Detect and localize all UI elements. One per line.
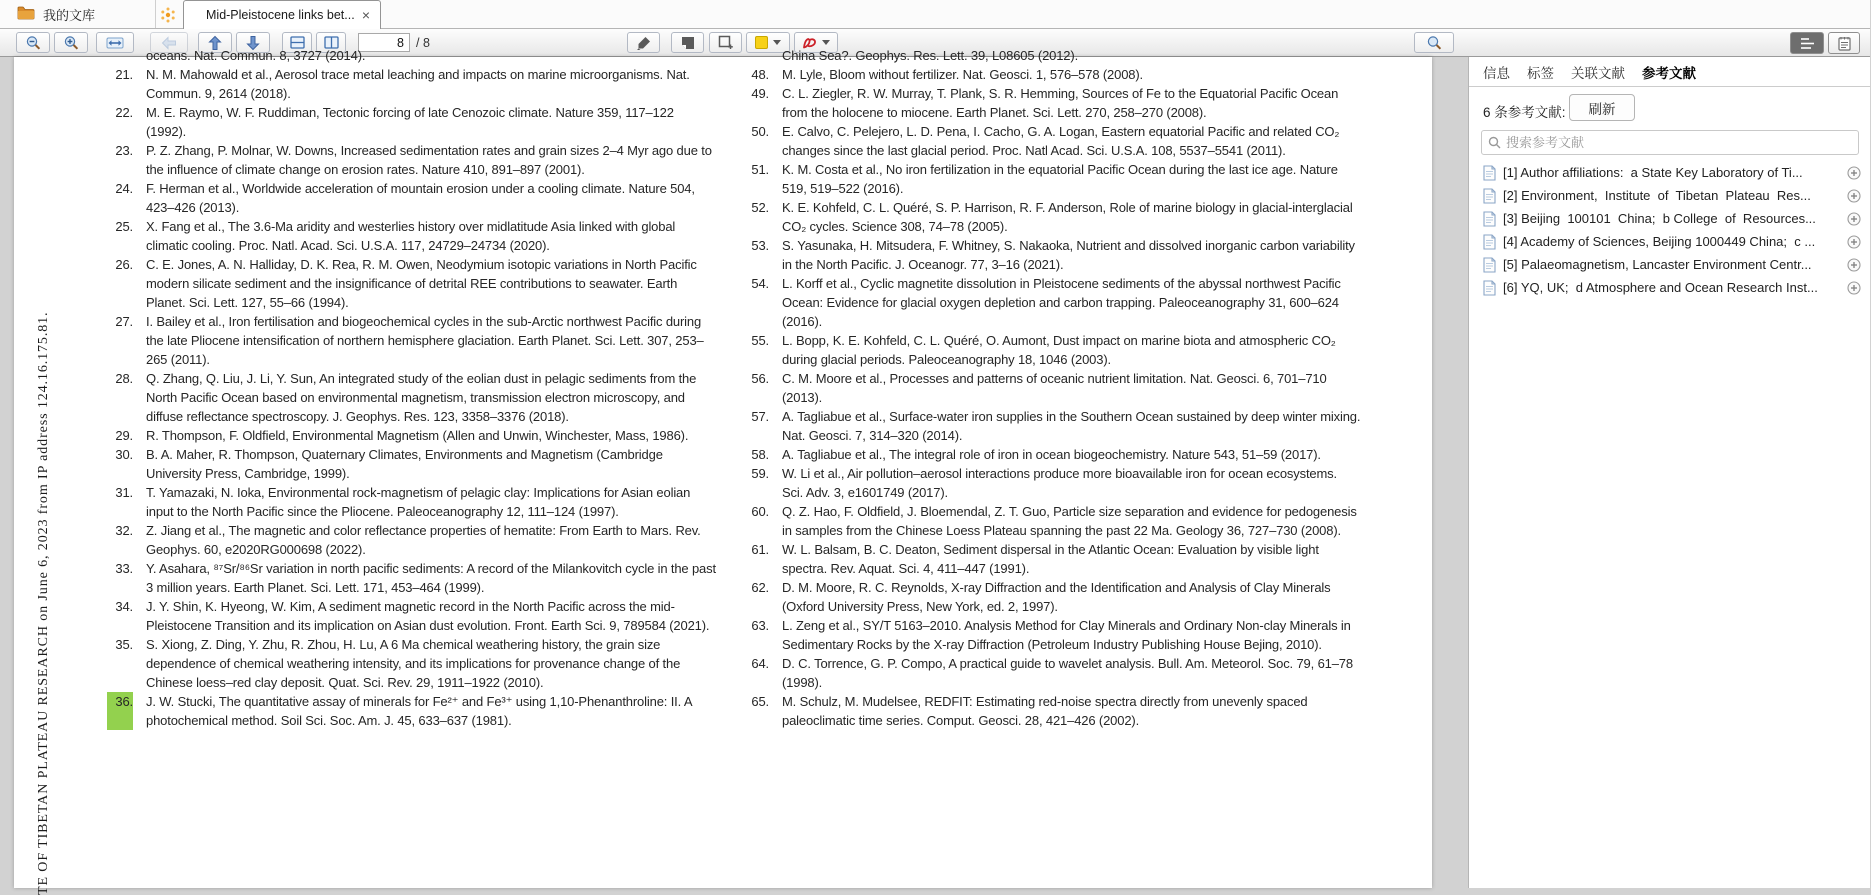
pdf-page <box>14 48 1432 895</box>
reference-item <box>107 597 717 635</box>
reference-item <box>743 464 1361 502</box>
reference-list-item[interactable] <box>1469 161 1871 184</box>
refresh-button[interactable]: 刷新 <box>1569 94 1635 121</box>
reference-text: C. L. Ziegler, R. W. Murray, T. Plank, S. R. Hemming, Sources of Fe to the Equatorial Pacific Ocean from the holocene to miocene. Earth Planet. Sci. Lett. 270, 258–270 (2008). <box>782 86 1339 120</box>
reference-text: S. Yasunaka, H. Mitsudera, F. Whitney, S. Nakaoka, Nutrient and dissolved inorganic carbon variability in the North Pacific. J. Oceanogr. 77, 3–16 (2021). <box>782 238 1355 272</box>
reference-text: Y. Asahara, ⁸⁷Sr/⁸⁶Sr variation in north pacific sediments: A record of the Milankovitch cycle in the past 3 million years. Earth Planet. Sci. Lett. 171, 453–464 (1999). <box>146 561 716 595</box>
reference-list-item-label: [5] Palaeomagnetism, Lancaster Environment Centr... <box>1503 257 1812 272</box>
reference-item <box>107 635 717 692</box>
reference-number: 62. <box>751 580 769 595</box>
reference-text: P. Z. Zhang, P. Molnar, W. Downs, Increased sedimentation rates and grain sizes 2–4 Myr ago due to the influence of climate change on erosion rates. Nature 410, 891–897 (2001). <box>146 143 712 177</box>
references-column-left <box>107 48 717 730</box>
close-tab-icon[interactable]: × <box>361 7 370 23</box>
reference-number: 24. <box>115 181 133 196</box>
add-reference-button[interactable] <box>1847 281 1861 295</box>
reference-list-item-label: [4] Academy of Sciences, Beijing 1000449 China; c ... <box>1503 234 1816 249</box>
reference-item <box>107 483 717 521</box>
reference-item <box>107 217 717 255</box>
reference-item <box>107 179 717 217</box>
reference-item <box>743 692 1361 730</box>
download-watermark: TE OF TIBETAN PLATEAU RESEARCH on June 6, 2023 from IP address 124.16.175.81. <box>36 311 51 895</box>
reference-number: 60. <box>751 504 769 519</box>
notes-panel-toggle[interactable] <box>1828 32 1860 54</box>
references-column-right <box>743 48 1361 730</box>
reference-item <box>107 521 717 559</box>
notepad-icon <box>1838 36 1851 51</box>
reference-text: K. M. Costa et al., No iron fertilization in the equatorial Pacific Ocean during the last ice age. Nature 519, 519–522 (2016). <box>782 162 1338 196</box>
tab-tags[interactable]: 标签 <box>1527 65 1554 81</box>
document-icon <box>1483 211 1496 227</box>
reference-number: 56. <box>751 371 769 386</box>
reference-item <box>743 236 1361 274</box>
reference-text: L. Zeng et al., SY/T 5163–2010. Analysis Method for Clay Minerals and Ordinary Non-clay Minerals in Sedimentary Rocks by the X-ray Diffraction (Petroleum Industry Publishing House Bejing, 2010). <box>782 618 1351 652</box>
reference-item <box>107 445 717 483</box>
reference-number: 27. <box>115 314 133 329</box>
reference-item <box>743 274 1361 331</box>
add-reference-button[interactable] <box>1847 235 1861 249</box>
reference-text: F. Herman et al., Worldwide acceleration of mountain erosion under a cooling climate. Nature 504, 423–426 (2013). <box>146 181 695 215</box>
reference-list-item[interactable] <box>1469 276 1871 299</box>
reference-item <box>743 616 1361 654</box>
reference-text: L. Bopp, K. E. Kohfeld, C. L. Quéré, O. Aumont, Dust impact on marine biota and atmospheric CO₂ during glacial periods. Paleoceanography 18, 1046 (2003). <box>782 333 1336 367</box>
color-swatch-yellow <box>755 36 768 49</box>
tab-bar <box>0 0 1870 29</box>
reference-list-item[interactable] <box>1469 230 1871 253</box>
reference-number: 52. <box>751 200 769 215</box>
add-reference-button[interactable] <box>1847 189 1861 203</box>
reference-item <box>107 692 717 730</box>
reference-number: 33. <box>115 561 133 576</box>
document-tab[interactable] <box>183 0 381 29</box>
annotations-panel-toggle[interactable] <box>1790 32 1824 54</box>
reference-item <box>743 502 1361 540</box>
reference-number: 65. <box>751 694 769 709</box>
reference-text: Q. Zhang, Q. Liu, J. Li, Y. Sun, An integrated study of the eolian dust in pelagic sediments from the North Pacific Ocean based on environmental magnetism, transmission electron microscopy, and diffuse reflectance spectroscopy. J. Geophys. Res. 123, 3358–3376 (2018). <box>146 371 697 424</box>
reference-item <box>743 198 1361 236</box>
zoom-out-button[interactable] <box>16 32 50 53</box>
add-reference-icon <box>1847 235 1861 249</box>
reference-text: D. C. Torrence, G. P. Compo, A practical guide to wavelet analysis. Bull. Am. Meteorol. Soc. 79, 61–78 (1998). <box>782 656 1353 690</box>
chevron-down-icon <box>773 40 781 45</box>
folder-icon <box>17 6 35 23</box>
reference-number: 21. <box>115 67 133 82</box>
add-reference-icon <box>1847 258 1861 272</box>
reference-number-highlighted[interactable]: 36. <box>107 692 133 730</box>
clipped-line: China Sea?. Geophys. Res. Lett. 39, L08605 (2012). <box>782 48 1079 63</box>
reference-number: 34. <box>115 599 133 614</box>
reference-number: 58. <box>751 447 769 462</box>
reference-text: N. M. Mahowald et al., Aerosol trace metal leaching and impacts on marine microorganisms. Nat. Commun. 9, 2614 (2018). <box>146 67 690 101</box>
reference-text: W. Li et al., Air pollution–aerosol interactions produce more bioavailable iron for ocean ecosystems. Sci. Adv. 3, e1601749 (2017). <box>782 466 1337 500</box>
reference-number: 26. <box>115 257 133 272</box>
tab-references[interactable]: 参考文献 <box>1642 65 1696 81</box>
reference-text: R. Thompson, F. Oldfield, Environmental Magnetism (Allen and Unwin, Winchester, Mass, 1986). <box>146 428 689 443</box>
reference-number: 57. <box>751 409 769 424</box>
reference-item <box>743 65 1361 84</box>
add-reference-button[interactable] <box>1847 258 1861 272</box>
reference-text: M. Lyle, Bloom without fertilizer. Nat. Geosci. 1, 576–578 (2008). <box>782 67 1144 82</box>
document-icon <box>1483 280 1496 296</box>
reference-item <box>743 122 1361 160</box>
reference-text: M. Schulz, M. Mudelsee, REDFIT: Estimating red-noise spectra directly from unevenly spaced paleoclimatic time series. Comput. Geosci. 28, 421–426 (2002). <box>782 694 1308 728</box>
reference-number: 63. <box>751 618 769 633</box>
add-reference-button[interactable] <box>1847 166 1861 180</box>
reference-item <box>743 407 1361 445</box>
search-icon <box>1488 136 1501 149</box>
page-total-label: / 8 <box>416 36 430 50</box>
document-tab-title: Mid-Pleistocene links bet... <box>206 8 355 22</box>
reference-text: S. Xiong, Z. Ding, Y. Zhu, R. Zhou, H. Lu, A 6 Ma chemical weathering history, the grain size dependence of chemical weathering intensity, and its implications for provenance change of the Chinese loess–red clay deposit. Quat. Sci. Rev. 29, 1911–1922 (2010). <box>146 637 681 690</box>
reference-text: B. A. Maher, R. Thompson, Quaternary Climates, Environments and Magnetism (Cambridge University Press, Cambridge, 1999). <box>146 447 663 481</box>
reference-item <box>743 578 1361 616</box>
reference-text: W. L. Balsam, B. C. Deaton, Sediment dispersal in the Atlantic Ocean: Evaluation by visible light spectra. Rev. Aquat. Sci. 4, 411–447 (1991). <box>782 542 1319 576</box>
annotation-list-icon <box>1800 37 1815 50</box>
reference-number: 22. <box>115 105 133 120</box>
reference-item <box>743 84 1361 122</box>
reference-number: 59. <box>751 466 769 481</box>
sidebar-tab-bar <box>1469 57 1870 87</box>
reference-text: Q. Z. Hao, F. Oldfield, J. Bloemendal, Z. T. Guo, Particle size separation and evidence for pedogenesis in samples from the Chinese Loess Plateau spanning the past 22 Ma. Geology 36, 727–730 (2008). <box>782 504 1357 538</box>
add-reference-icon <box>1847 189 1861 203</box>
library-tab-label: 我的文库 <box>43 7 96 23</box>
reference-text: Z. Jiang et al., The magnetic and color reflectance properties of hematite: From Earth to Mars. Rev. Geophys. 60, e2020RG000698 (2022). <box>146 523 701 557</box>
fit-width-button[interactable] <box>96 32 134 53</box>
reference-text: D. M. Moore, R. C. Reynolds, X-ray Diffraction and the Identification and Analysis of Clay Minerals (Oxford University Press, New York, ed. 2, 1997). <box>782 580 1331 614</box>
reference-text: C. M. Moore et al., Processes and patterns of oceanic nutrient limitation. Nat. Geosci. 6, 701–710 (2013). <box>782 371 1327 405</box>
add-reference-icon <box>1847 166 1861 180</box>
reference-text: I. Bailey et al., Iron fertilisation and biogeochemical cycles in the sub-Arctic northwest Pacific during the late Pliocene intensification of northern hemisphere glaciation. Earth Planet. Sci. Lett. 307, 253–265 (2011). <box>146 314 704 367</box>
reference-item <box>107 369 717 426</box>
reference-item <box>107 312 717 369</box>
library-tab[interactable] <box>0 0 156 28</box>
reference-list-item-label: [6] YQ, UK; d Atmosphere and Ocean Research Inst... <box>1503 280 1818 295</box>
document-icon <box>1483 165 1496 181</box>
document-icon <box>1483 188 1496 204</box>
reference-list-item[interactable] <box>1469 207 1871 230</box>
reference-text: T. Yamazaki, N. Ioka, Environmental rock-magnetism of pelagic clay: Implications for Asian eolian input to the North Pacific since the Pliocene. Paleoceanography 12, 111–124 (1997). <box>146 485 691 519</box>
reference-number: 28. <box>115 371 133 386</box>
reference-number: 49. <box>751 86 769 101</box>
reference-list-item[interactable] <box>1469 253 1871 276</box>
chevron-down-icon <box>822 40 830 45</box>
add-reference-button[interactable] <box>1847 212 1861 226</box>
reference-number: 54. <box>751 276 769 291</box>
reference-item <box>743 540 1361 578</box>
reference-text: C. E. Jones, A. N. Halliday, D. K. Rea, R. M. Owen, Neodymium isotopic variations in North Pacific modern silicate sediment and the insignificance of detrital REE contributions to seawater. Earth Planet. Sci. Lett. 127, 55–66 (1994). <box>146 257 697 310</box>
reference-number: 35. <box>115 637 133 652</box>
reference-text: X. Fang et al., The 3.6-Ma aridity and westerlies history over midlatitude Asia linked with global climatic cooling. Proc. Natl. Acad. Sci. U.S.A. 117, 24729–24734 (2020). <box>146 219 676 253</box>
reference-number: 50. <box>751 124 769 139</box>
reference-number: 48. <box>751 67 769 82</box>
reference-item <box>743 369 1361 407</box>
reference-item <box>743 445 1361 464</box>
tab-related[interactable]: 关联文献 <box>1571 65 1625 81</box>
document-icon <box>1483 234 1496 250</box>
reference-number: 31. <box>115 485 133 500</box>
reference-number: 30. <box>115 447 133 462</box>
reference-item <box>743 654 1361 692</box>
reference-item <box>743 331 1361 369</box>
zoom-in-button[interactable] <box>54 32 88 53</box>
reference-item <box>107 141 717 179</box>
reference-text: K. E. Kohfeld, C. L. Quéré, S. P. Harrison, R. F. Anderson, Role of marine biology in glacial-interglacial CO₂ cycles. Science 308, 74–78 (2005). <box>782 200 1353 234</box>
reference-number: 55. <box>751 333 769 348</box>
reference-item <box>743 160 1361 198</box>
reference-text: L. Korff et al., Cyclic magnetite dissolution in Pleistocene sediments of the abyssal northwest Pacific Ocean: Evidence for glacial oxygen depletion and carbon trapping. Paleoceanography 31, 600–624 (2016). <box>782 276 1341 329</box>
reference-list-item-label: [2] Environment, Institute of Tibetan Plateau Res... <box>1503 188 1811 203</box>
reference-text: J. W. Stucki, The quantitative assay of minerals for Fe²⁺ and Fe³⁺ using 1,10-Phenanthroline: II. A photochemical method. Soil Sci. Soc. Am. J. 45, 633–637 (1981). <box>146 694 692 728</box>
reference-item <box>107 65 717 103</box>
reference-list-item-label: [3] Beijing 100101 China; b College of Resources... <box>1503 211 1816 226</box>
reference-item <box>107 559 717 597</box>
reference-number: 64. <box>751 656 769 671</box>
reference-text: J. Y. Shin, K. Hyeong, W. Kim, A sediment magnetic record in the North Pacific across the mid-Pleistocene Transition and its implication on Asian dust evolution. Front. Earth Sci. 9, 789584 (2021). <box>146 599 710 633</box>
reference-text: A. Tagliabue et al., The integral role of iron in ocean biogeochemistry. Nature 543, 51–59 (2017). <box>782 447 1321 462</box>
reference-text: M. E. Raymo, W. F. Ruddiman, Tectonic forcing of late Cenozoic climate. Nature 359, 117–122 (1992). <box>146 105 674 139</box>
pdf-viewer[interactable] <box>0 48 1468 895</box>
reference-list-item-label: [1] Author affiliations: a State Key Laboratory of Ti... <box>1503 165 1803 180</box>
add-reference-icon <box>1847 212 1861 226</box>
reference-number: 29. <box>115 428 133 443</box>
reference-number: 25. <box>115 219 133 234</box>
clipped-line: oceans. Nat. Commun. 8, 3727 (2014). <box>146 48 366 63</box>
reference-number: 23. <box>115 143 133 158</box>
find-in-document-button[interactable] <box>1414 32 1454 53</box>
references-list <box>1469 161 1871 299</box>
reference-number: 51. <box>751 162 769 177</box>
reference-list-item[interactable] <box>1469 184 1871 207</box>
search-references-input[interactable] <box>1506 135 1852 150</box>
tab-info[interactable]: 信息 <box>1483 65 1510 81</box>
right-sidebar <box>1468 57 1870 888</box>
add-reference-icon <box>1847 281 1861 295</box>
reference-item <box>107 255 717 312</box>
references-count-label: 6 条参考文献: <box>1483 105 1566 120</box>
reference-number: 32. <box>115 523 133 538</box>
reference-number: 61. <box>751 542 769 557</box>
reference-text: A. Tagliabue et al., Surface-water iron supplies in the Southern Ocean sustained by deep winter mixing. Nat. Geosci. 7, 314–320 (2014). <box>782 409 1361 443</box>
document-icon <box>1483 257 1496 273</box>
search-box[interactable] <box>1481 130 1859 155</box>
reference-item <box>107 426 717 445</box>
reference-item <box>107 103 717 141</box>
annotation-spark-icon <box>155 5 181 25</box>
reference-text: E. Calvo, C. Pelejero, L. D. Pena, I. Cacho, G. A. Logan, Eastern equatorial Pacific and related CO₂ changes since the last glacial period. Proc. Natl Acad. Sci. U.S.A. 108, 5537–5541 (2011). <box>782 124 1340 158</box>
reference-number: 53. <box>751 238 769 253</box>
